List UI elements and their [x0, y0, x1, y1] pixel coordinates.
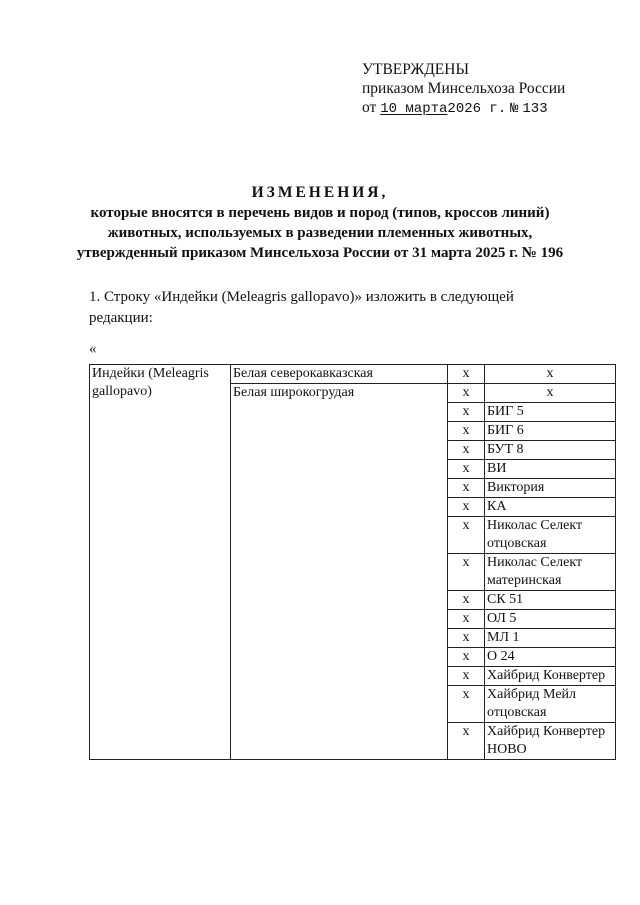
mark-cell: х [448, 667, 485, 686]
mark-cell: х [448, 591, 485, 610]
mark-cell: х [448, 498, 485, 517]
mark-cell: х [448, 723, 485, 760]
order-number: 133 [522, 101, 548, 117]
mark-cell: х [448, 610, 485, 629]
cross-cell: БИГ 6 [485, 422, 616, 441]
mark-cell: х [448, 517, 485, 554]
cross-cell: БУТ 8 [485, 441, 616, 460]
breed-cell: Белая широкогрудая [231, 384, 448, 760]
heading-line-3: утвержденный приказом Минсельхоза России от 31 марта 2025 г. № 196 [76, 245, 564, 261]
mark-cell: х [448, 479, 485, 498]
species-cell: Индейки (Meleagris gallopavo) [90, 365, 231, 760]
approval-block [362, 60, 565, 119]
heading-title: ИЗМЕНЕНИЯ, [251, 184, 389, 201]
mark-cell: х [448, 441, 485, 460]
open-quote: « [89, 341, 97, 357]
heading-line-2: животных, используемых в разведении племенных животных, [107, 225, 533, 241]
heading-line-1: которые вносятся в перечень видов и пород (типов, кроссов линий) [90, 205, 550, 221]
mark-cell: х [448, 629, 485, 648]
approval-date-line [362, 98, 565, 119]
cross-cell: МЛ 1 [485, 629, 616, 648]
cross-cell: Виктория [485, 479, 616, 498]
cross-cell: Николас Селект отцовская [485, 517, 616, 554]
cross-cell: ОЛ 5 [485, 610, 616, 629]
mark-cell: х [448, 422, 485, 441]
cross-cell: Хайбрид Конвертер НОВО [485, 723, 616, 760]
table-row [90, 365, 616, 384]
from-label: от [362, 99, 377, 116]
document-heading [60, 183, 580, 263]
breed-cell: Белая северокавказская [231, 365, 448, 384]
cross-cell: Хайбрид Конвертер [485, 667, 616, 686]
cross-cell: х [485, 384, 616, 403]
cross-cell: ВИ [485, 460, 616, 479]
order-year: 2026 г. [447, 101, 507, 117]
mark-cell: х [448, 648, 485, 667]
mark-cell: х [448, 460, 485, 479]
approval-order-line: приказом Минсельхоза России [362, 80, 566, 97]
cross-cell: О 24 [485, 648, 616, 667]
mark-cell: х [448, 686, 485, 723]
cross-cell: СК 51 [485, 591, 616, 610]
mark-cell: х [448, 403, 485, 422]
paragraph-1: 1. Строку «Индейки (Meleagris gallopavo)» изложить в следующей [89, 289, 514, 305]
mark-cell: х [448, 384, 485, 403]
cross-cell: БИГ 5 [485, 403, 616, 422]
approval-title: УТВЕРЖДЕНЫ [362, 61, 469, 78]
breeds-table [89, 364, 616, 760]
cross-cell: Хайбрид Мейл отцовская [485, 686, 616, 723]
cross-cell: х [485, 365, 616, 384]
mark-cell: х [448, 365, 485, 384]
mark-cell: х [448, 554, 485, 591]
cross-cell: Николас Селект материнская [485, 554, 616, 591]
order-date: 10 марта [380, 101, 448, 117]
cross-cell: КА [485, 498, 616, 517]
number-sign: № [510, 101, 519, 117]
paragraph-1-cont: редакции: [89, 310, 153, 326]
